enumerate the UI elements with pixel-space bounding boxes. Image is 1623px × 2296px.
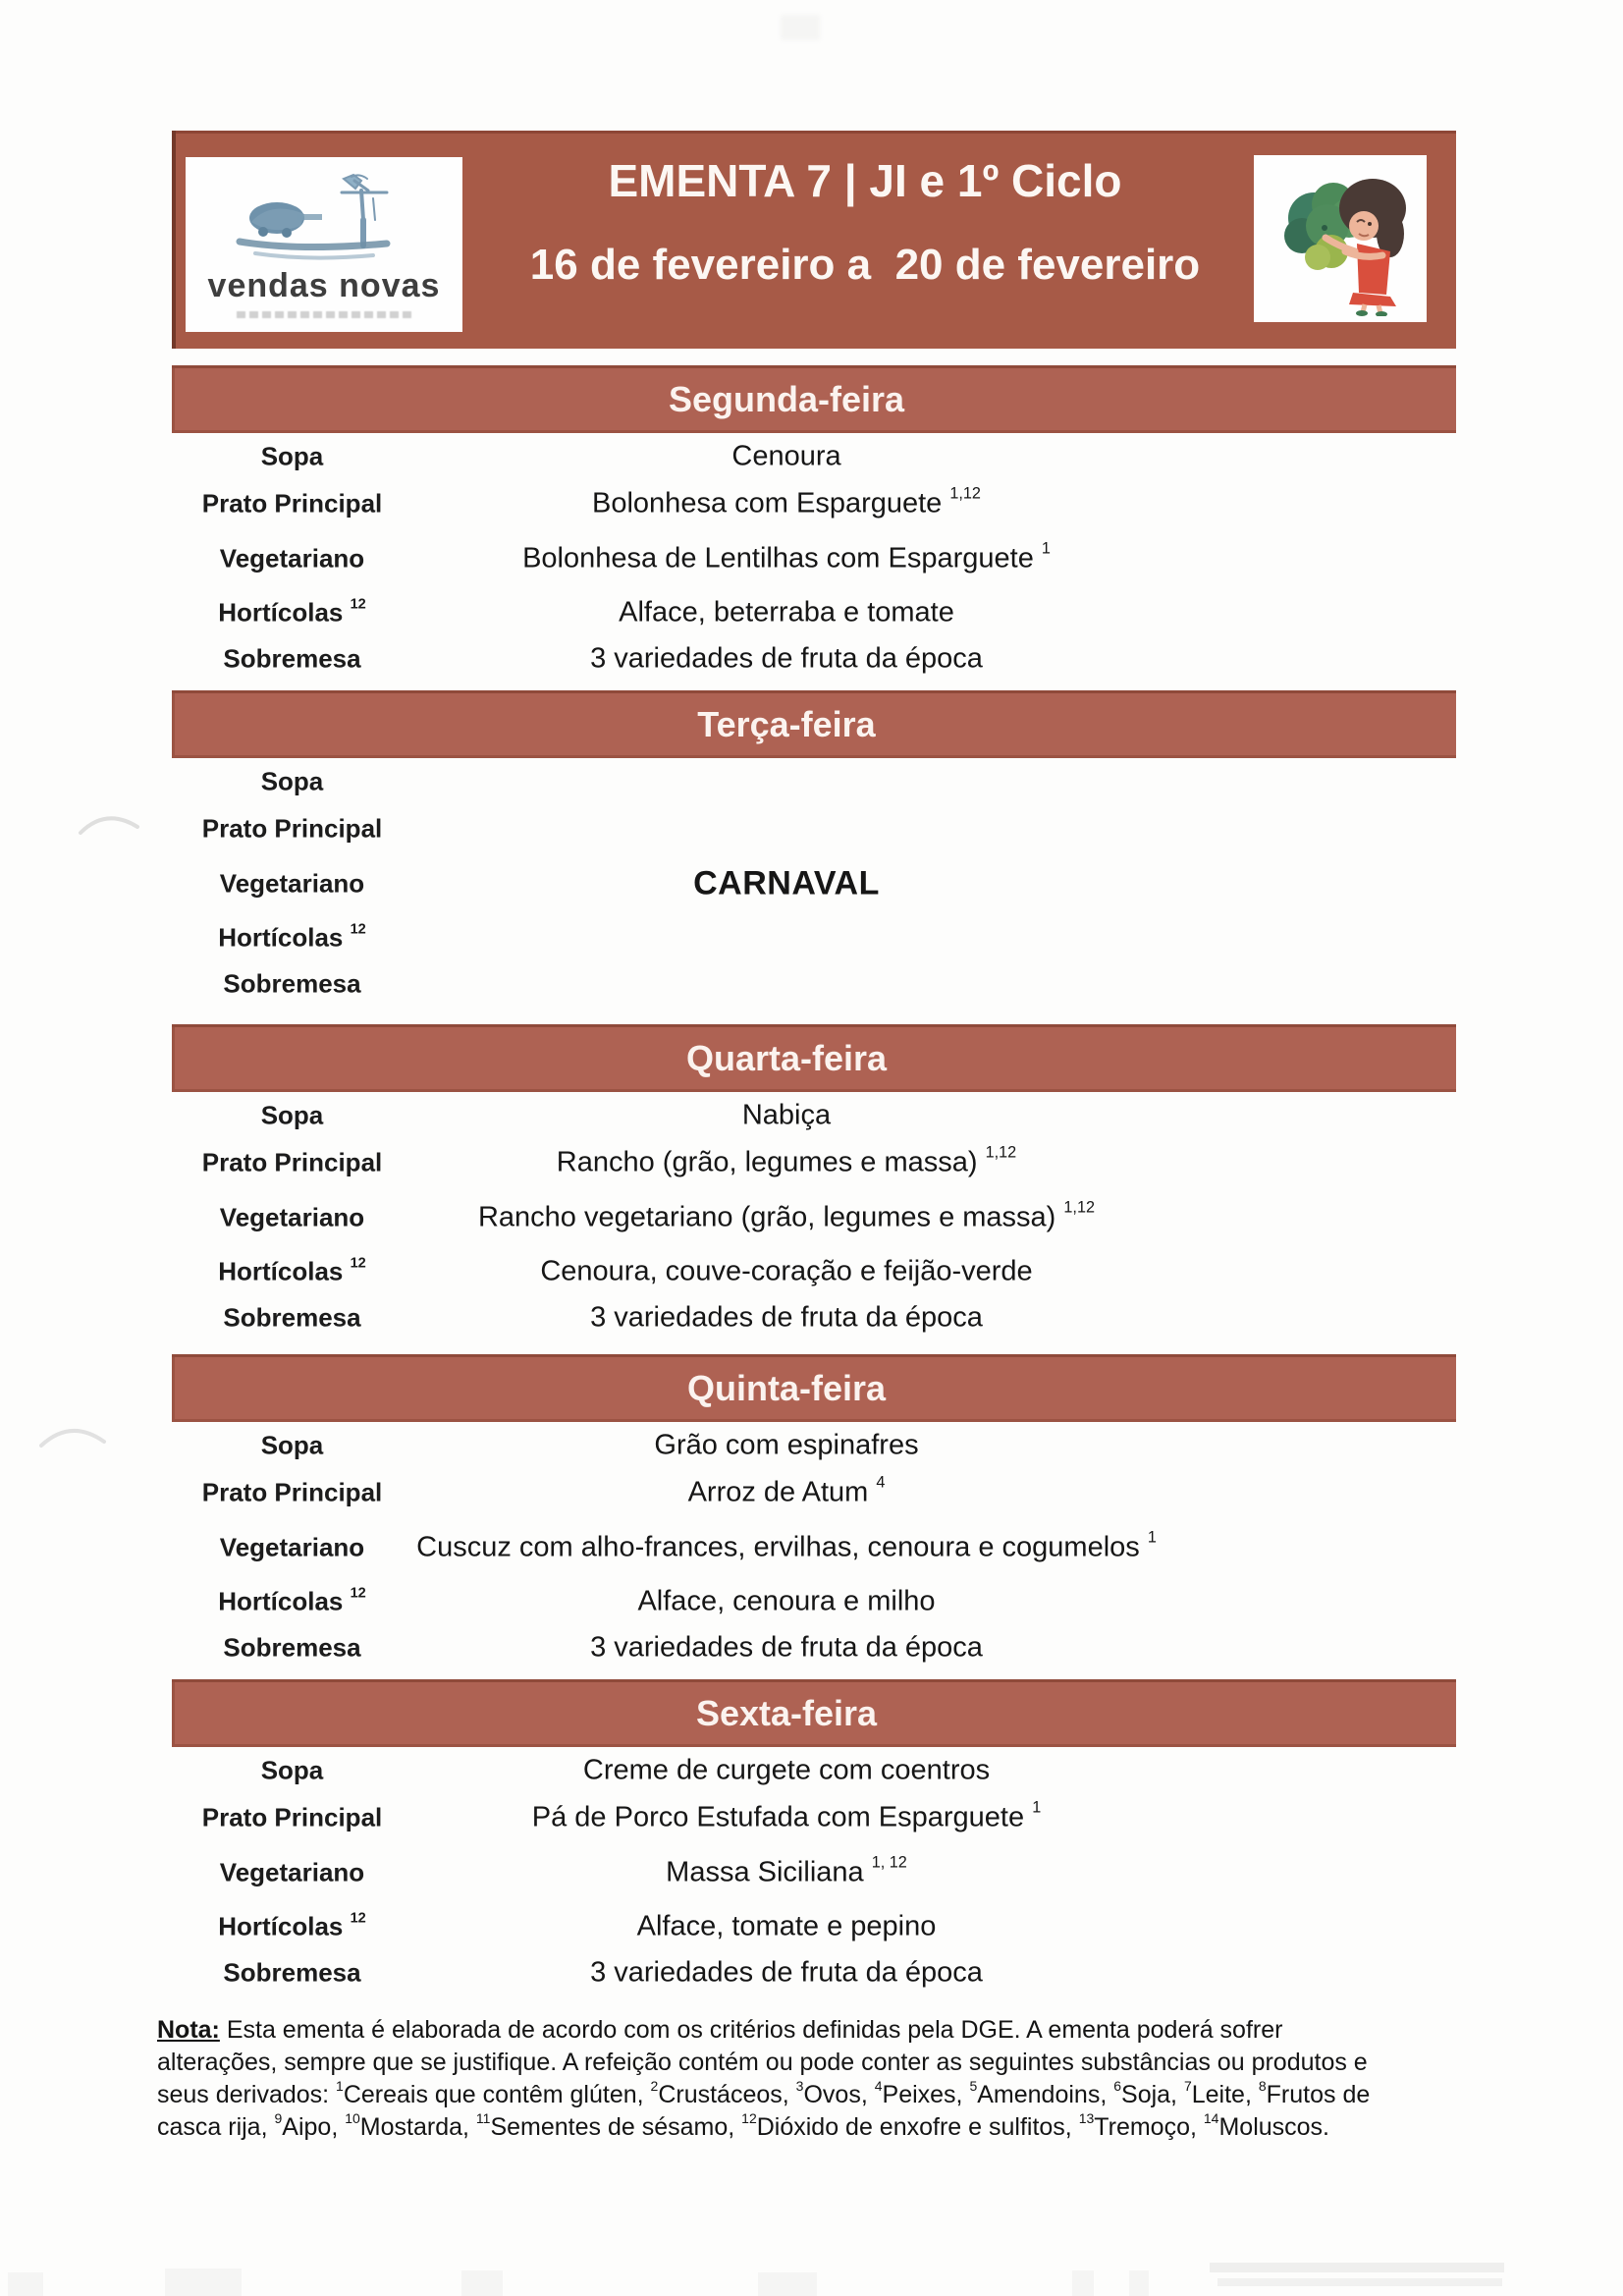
menu-row-sopa (172, 1094, 1456, 1137)
row-value-sopa: Nabiça (741, 1099, 832, 1131)
scan-artifact-bottom (758, 2272, 817, 2296)
scan-artifact-arc (77, 805, 141, 839)
row-label-sobremesa: Sobremesa (223, 1302, 361, 1333)
day-section-terca-feira (172, 690, 1456, 1015)
row-label-horticolas: Hortícolas $^{12}$ (218, 1585, 366, 1616)
carnaval-notice: CARNAVAL (693, 864, 880, 902)
menu-row-vegetariano (172, 1188, 1456, 1247)
row-label-sobremesa: Sobremesa (223, 643, 361, 674)
row-label-sopa: Sopa (260, 766, 324, 796)
row-value-horticolas: Cenoura, couve-coração e feijão-verde (540, 1255, 1033, 1287)
row-label-horticolas: Hortícolas $^{12}$ (218, 1255, 366, 1286)
header-banner (172, 131, 1456, 349)
row-label-sobremesa: Sobremesa (223, 968, 361, 999)
menu-title: EMENTA 7 | JI e 1º Ciclo (608, 155, 1122, 206)
row-value-vegetariano: Massa Siciliana $^{1, 12}$ (666, 1853, 907, 1888)
menu-row-sobremesa (172, 1626, 1456, 1669)
day-body (172, 758, 1456, 1015)
menu-row-horticolas (172, 1902, 1456, 1951)
row-value-horticolas: Alface, beterraba e tomate (619, 596, 954, 629)
menu-row-sopa (172, 1424, 1456, 1467)
row-value-sopa: Creme de curgete com coentros (582, 1754, 991, 1786)
note-line: Nota: Esta ementa é elaborada de acordo com os critérios definidas pela DGE. A ementa poderá sofrer (157, 2016, 1283, 2044)
row-label-sobremesa: Sobremesa (223, 1957, 361, 1988)
row-value-sobremesa: 3 variedades de fruta da época (590, 1956, 983, 1989)
header-photo-box (1254, 155, 1427, 322)
menu-row-vegetariano (172, 1518, 1456, 1577)
row-value-horticolas: Alface, cenoura e milho (637, 1585, 936, 1617)
row-label-horticolas: Hortícolas $^{12}$ (218, 596, 366, 628)
row-label-vegetariano: Vegetariano (219, 1532, 365, 1562)
municipality-logo-box (186, 157, 462, 332)
row-label-prato-principal: Prato Principal (201, 813, 383, 844)
row-value-sopa: Cenoura (731, 440, 841, 472)
row-value-vegetariano: Bolonhesa de Lentilhas com Esparguete $^1$ (522, 539, 1051, 574)
note-line: seus derivados: $^1$Cereais que contêm glúten, $^2$Crustáceos, $^3$Ovos, $^4$Peixes, $^5$Amendoins, $^6$Soja, $^7$Leite, $^8$Frutos de (157, 2077, 1371, 2108)
menu-row-sopa (172, 1749, 1456, 1792)
menu-row-sopa (172, 435, 1456, 478)
scan-artifact-bottom (8, 2272, 43, 2296)
day-body (172, 1422, 1456, 1679)
day-title: Quinta-feira (686, 1368, 887, 1408)
menu-row-prato-principal (172, 1467, 1456, 1518)
menu-row-prato-principal (172, 1792, 1456, 1843)
row-label-sopa: Sopa (260, 1755, 324, 1785)
row-label-sopa: Sopa (260, 1430, 324, 1460)
row-label-vegetariano: Vegetariano (219, 868, 365, 899)
scan-artifact-bottom (461, 2270, 503, 2296)
menu-row-horticolas (172, 913, 1456, 962)
day-section-quinta-feira (172, 1354, 1456, 1679)
row-label-prato-principal: Prato Principal (201, 1147, 383, 1177)
day-title: Sexta-feira (695, 1693, 878, 1733)
row-label-sobremesa: Sobremesa (223, 1632, 361, 1663)
row-value-sobremesa: 3 variedades de fruta da época (590, 1301, 983, 1334)
girl-hugging-broccoli-illustration (1263, 161, 1418, 316)
row-value-vegetariano: Rancho vegetariano (grão, legumes e massa) $^{1,12}$ (477, 1198, 1096, 1233)
row-label-sopa: Sopa (260, 441, 324, 471)
municipality-logo-illustration (226, 171, 422, 265)
row-label-vegetariano: Vegetariano (219, 1202, 365, 1232)
note-line: casca rija, $^9$Aipo, $^{10}$Mostarda, $^{11}$Sementes de sésamo, $^{12}$Dióxido de enxofre e sulfitos, $^{13}$Tremoço, $^{14}$Moluscos. (157, 2109, 1330, 2141)
day-body (172, 433, 1456, 690)
scan-artifact-bottom (1217, 2278, 1502, 2286)
day-body (172, 1747, 1456, 2004)
menu-row-sobremesa (172, 1296, 1456, 1339)
row-value-sopa: Grão com espinafres (654, 1429, 919, 1461)
day-section-quarta-feira (172, 1024, 1456, 1349)
menu-row-prato-principal (172, 803, 1456, 854)
row-value-prato-principal: Bolonhesa com Esparguete $^{1,12}$ (592, 484, 981, 519)
menu-date-range: 16 de fevereiro a 20 de fevereiro (529, 241, 1201, 289)
row-label-prato-principal: Prato Principal (201, 488, 383, 519)
day-section-sexta-feira (172, 1679, 1456, 2004)
scan-artifact-bottom (1072, 2270, 1094, 2296)
allergen-note (157, 2014, 1456, 2144)
note-line: alterações, sempre que se justifique. A refeição contém ou pode conter as seguintes substâncias ou produtos e (157, 2049, 1368, 2076)
row-label-prato-principal: Prato Principal (201, 1802, 383, 1832)
menu-row-sobremesa (172, 962, 1456, 1006)
row-value-prato-principal: Arroz de Atum $^4$ (687, 1473, 886, 1508)
scan-artifact-bottom (165, 2269, 242, 2296)
menu-row-horticolas (172, 588, 1456, 637)
logo-text: vendas novas (207, 267, 441, 304)
row-value-prato-principal: Pá de Porco Estufada com Esparguete $^1$ (531, 1798, 1042, 1833)
day-section-segunda-feira (172, 365, 1456, 690)
scan-artifact-bottom (1210, 2263, 1504, 2272)
day-title: Terça-feira (697, 704, 876, 744)
menu-row-horticolas (172, 1247, 1456, 1296)
day-band (172, 365, 1456, 433)
menu-row-sobremesa (172, 1951, 1456, 1995)
row-value-sobremesa: 3 variedades de fruta da época (590, 642, 983, 675)
document-sheet (157, 131, 1456, 2144)
menu-row-sobremesa (172, 637, 1456, 681)
menu-row-vegetariano (172, 854, 1456, 913)
row-label-horticolas: Hortícolas $^{12}$ (218, 921, 366, 953)
menu-row-horticolas (172, 1577, 1456, 1626)
day-band (172, 690, 1456, 758)
row-value-horticolas: Alface, tomate e pepino (636, 1910, 937, 1942)
row-label-sopa: Sopa (260, 1100, 324, 1130)
scan-artifact-bottom (1129, 2270, 1149, 2296)
header-titles (480, 131, 1250, 349)
menu-row-sopa (172, 760, 1456, 803)
menu-row-prato-principal (172, 1137, 1456, 1188)
row-label-horticolas: Hortícolas $^{12}$ (218, 1910, 366, 1941)
row-label-vegetariano: Vegetariano (219, 543, 365, 574)
row-value-prato-principal: Rancho (grão, legumes e massa) $^{1,12}$ (556, 1143, 1017, 1178)
day-title: Quarta-feira (685, 1038, 888, 1078)
day-band (172, 1354, 1456, 1422)
day-band (172, 1024, 1456, 1092)
menu-row-prato-principal (172, 478, 1456, 529)
row-value-sobremesa: 3 variedades de fruta da época (590, 1631, 983, 1664)
day-band (172, 1679, 1456, 1747)
scan-artifact-arc (39, 1416, 108, 1455)
day-body (172, 1092, 1456, 1349)
row-label-prato-principal: Prato Principal (201, 1477, 383, 1507)
row-label-vegetariano: Vegetariano (219, 1857, 365, 1887)
row-value-vegetariano: Cuscuz com alho-frances, ervilhas, cenoura e cogumelos $^1$ (416, 1528, 1157, 1563)
scan-artifact-top (781, 15, 820, 40)
menu-row-vegetariano (172, 1843, 1456, 1902)
day-title: Segunda-feira (668, 379, 905, 419)
menu-row-vegetariano (172, 529, 1456, 588)
logo-tagline-illegible (237, 311, 411, 318)
